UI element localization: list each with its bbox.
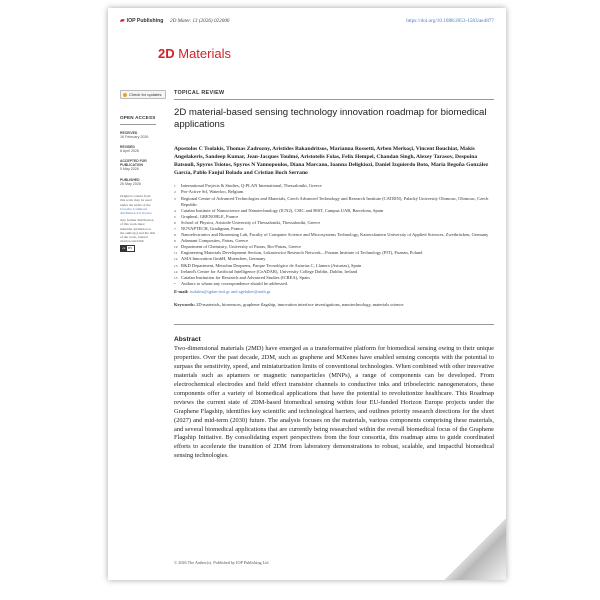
abstract-divider [174, 324, 494, 325]
iop-logo-mark-icon: ▰ [120, 18, 125, 24]
keywords [174, 302, 494, 308]
affiliation-text: NOVAPTECH, Gradignan, France [181, 225, 244, 231]
page-curl [444, 518, 506, 580]
check-for-updates-label: Check for updates [129, 92, 162, 97]
doi-link[interactable]: https://doi.org/10.1088/2053-1583/ae4877 [406, 18, 494, 24]
history-published [120, 178, 156, 186]
affiliation-text: Ireland's Centre for Artificial Intelligence (CeADAR), University College Dublin, Dublin, Ireland [181, 268, 358, 274]
affiliation-text: International Projects & Studies, Q-PLAN International, Thessaloniki, Greece [181, 183, 322, 189]
sidebar-divider [120, 124, 156, 125]
affiliation-number: 11 [174, 251, 178, 256]
license-notice [120, 194, 156, 251]
affiliation-number: 10 [174, 245, 178, 250]
affiliation-text: Catalan Institute of Nanoscience and Nanotechnology (ICN2), CSIC and BIST, Campus UAB, Barcelona, Spain [181, 207, 384, 213]
history-date: 8 April 2026 [120, 148, 139, 153]
history-accepted [120, 159, 156, 171]
journal-logo [158, 46, 231, 61]
affiliation-text: Adamant Composites, Patras, Greece [181, 238, 249, 244]
abstract-heading: Abstract [174, 336, 201, 344]
affiliation-number: * [174, 281, 176, 286]
journal-logo-name: Materials [178, 46, 231, 61]
abstract-text: Two-dimensional materials (2MD) have emerged as a transformative platform for biomedical sensing owing to their unique properties. Over the past decade, 2DM, such as graphene and MXenes have enabled sensing concepts with the potential to surpass the sensitivity, speed, and miniaturization limits of conventional technologies. When combined with other innovative materials such as aptamers or magnetic nanoparticles (MNPs), a range of components can be developed. From electrochemical electrodes and field effect transistor channels to conductive inks and triboelectric nanogenerators, these components offer a variety of biomedical applications that have the potential to revolutionize healthcare. This Roadmap reviews the current state of 2DM-based biomedical sensing within four EU-funded Horizon Europe projects under the Graphene Flagship, identifies key scientific and technological barriers, and outlines priority research directions for the short (2027) and mid-term (2030) future. The analysis focuses on the materials, various components comprising these materials, and several biomedical applications that are currently being researched within the overall biomedical focus of the Graphene Flagship Initiative. By consolidating expert perspectives from the four consortia, this roadmap aims to guide coordinated efforts to accelerate the transition of 2DM from laboratory demonstrations to robust, scalable, and impactful biomedical sensing technologies. [174, 345, 494, 460]
update-check-icon [123, 93, 127, 97]
keywords-label: Keywords: [174, 301, 195, 307]
history-label: ACCEPTED FOR PUBLICATION [120, 159, 147, 168]
affiliation-text: ASIA Innovation GmbH, Muenchen, Germany [181, 256, 266, 262]
affiliation-text: R&D Department, Metrohm Dropsens, Parque Tecnológico de Asturias C, Llanera (Asturias), Spain [181, 262, 362, 268]
check-for-updates-button[interactable] [120, 90, 166, 99]
license-text-2: Any further distribution of this work must maintain attribution to the author(s) and the title of the work, journal citation and DOI. [120, 218, 156, 244]
cc-badge-by: BY [128, 246, 133, 251]
affiliation-number: 2 [174, 190, 176, 195]
history-date: 16 February 2026 [120, 134, 149, 139]
affiliation-text: Catalan Institution for Research and Advanced Studies (ICREA), Spain [181, 274, 310, 280]
affiliation-text: Department of Chemistry, University of Patras, Rio-Patras, Greece [181, 244, 302, 250]
affiliation-number: 15 [174, 275, 178, 280]
affiliation-item [174, 196, 494, 208]
affiliation-number: 3 [174, 196, 176, 201]
affiliation-text: Nanoelectronics and Biosensing Lab, Faculty of Computer Science and Microsystems Technology, Kaiserslautern University of Applied Sciences, Zweibrücken, Germany [181, 232, 489, 238]
article-main [174, 90, 494, 461]
history-date: 26 May 2026 [120, 181, 141, 186]
keywords-text: 2D-materials, biosensors, graphene flagship, innovation interface investigations, nanotechnology, materials science [196, 301, 404, 307]
affiliation-text: Authors to whom any correspondence should be addressed. [181, 280, 288, 286]
title-divider [174, 99, 494, 100]
affiliation-number: 14 [174, 269, 178, 274]
affiliation-number: 1 [174, 184, 176, 189]
copyright-footer: © 2026 The Author(s). Published by IOP Publishing Ltd [174, 560, 269, 565]
affiliation-number: 4 [174, 208, 176, 213]
journal-citation: 2D Mater. 13 (2026) 022006 [170, 18, 230, 24]
license-link[interactable]: Creative Commons Attribution 4.0 licence. [120, 206, 153, 215]
author-list [174, 145, 494, 178]
affiliation-text: Pro-Active Srl, Waterloo, Belgium [181, 189, 244, 195]
history-label: PUBLISHED [120, 177, 140, 182]
affiliation-text: School of Physics, Aristotle University of Thessaloniki, Thessaloniki, Greece [181, 219, 321, 225]
affiliation-number: 12 [174, 257, 178, 262]
history-label: REVISED [120, 144, 135, 149]
iop-logo [120, 17, 163, 24]
authors-text: Apostolos C Tsolakis, Thomas Zadrozny, Aristides Bakandritsos, Marianna Rossetti, Arben Merkoçi, Vincent Bouchiat, Makis Angelakeris, Sandeep Kumar, Jean-Jacques Toulmé, Aristotelis Folas, Felix Hempel, Chandan Singh, Alexey Tarasov, Despoina Batsouli, Spyros Tsiotos, Spyros N Yannopoulos, Diana Marcano, Ioanna Deligkiozi, Daniel Izquierdo Boto, Maria Begoña González García, Pablo Fanjul Bolado and Cristian Boch Serrano [174, 145, 489, 177]
affiliation-text: Regional Centre of Advanced Technologies and Materials, Czech Advanced Technology and Research Institute (CATRIN), Palacký University Olomouc, Olomouc, Czech Republic [181, 195, 489, 207]
history-revised [120, 145, 156, 153]
email-label: E-mail: [174, 288, 189, 294]
affiliation-number: 5 [174, 214, 176, 219]
article-sidebar [120, 90, 162, 252]
affiliation-text: Engineering Materials Development Section, Lukasiewicz Research Network—Poznan Institute of Technology (PIT), Poznan, Poland [181, 250, 423, 256]
correspondence-email [174, 289, 494, 294]
history-date: 5 May 2026 [120, 167, 139, 172]
publisher-name: IOP Publishing [126, 17, 164, 24]
history-label: RECEIVED [120, 130, 138, 135]
paper-page [108, 8, 506, 580]
license-text: Original content from this work may be used under the terms of the [120, 194, 152, 207]
cc-badge-cc: cc [122, 246, 126, 251]
history-received [120, 131, 156, 139]
affiliation-number: 6 [174, 220, 176, 225]
article-type: TOPICAL REVIEW [174, 90, 225, 96]
open-access-label: OPEN ACCESS [120, 115, 156, 120]
email-addresses[interactable]: tsolakis@qplan-intl.gr and agelaker@auth.gr [189, 288, 271, 294]
affiliations-list [174, 183, 494, 287]
affiliation-number: 7 [174, 226, 176, 231]
journal-logo-number: 2D [158, 46, 175, 61]
affiliation-text: Grapheal, GRENOBLE, France [181, 213, 239, 219]
cc-by-badge-icon [120, 245, 135, 251]
affiliation-item [174, 281, 494, 287]
page-header [120, 17, 494, 27]
affiliation-number: 8 [174, 233, 176, 238]
article-title: 2D material-based sensing technology innovation roadmap for biomedical applications [174, 106, 487, 130]
affiliation-number: 13 [174, 263, 178, 268]
affiliation-number: 9 [174, 239, 176, 244]
